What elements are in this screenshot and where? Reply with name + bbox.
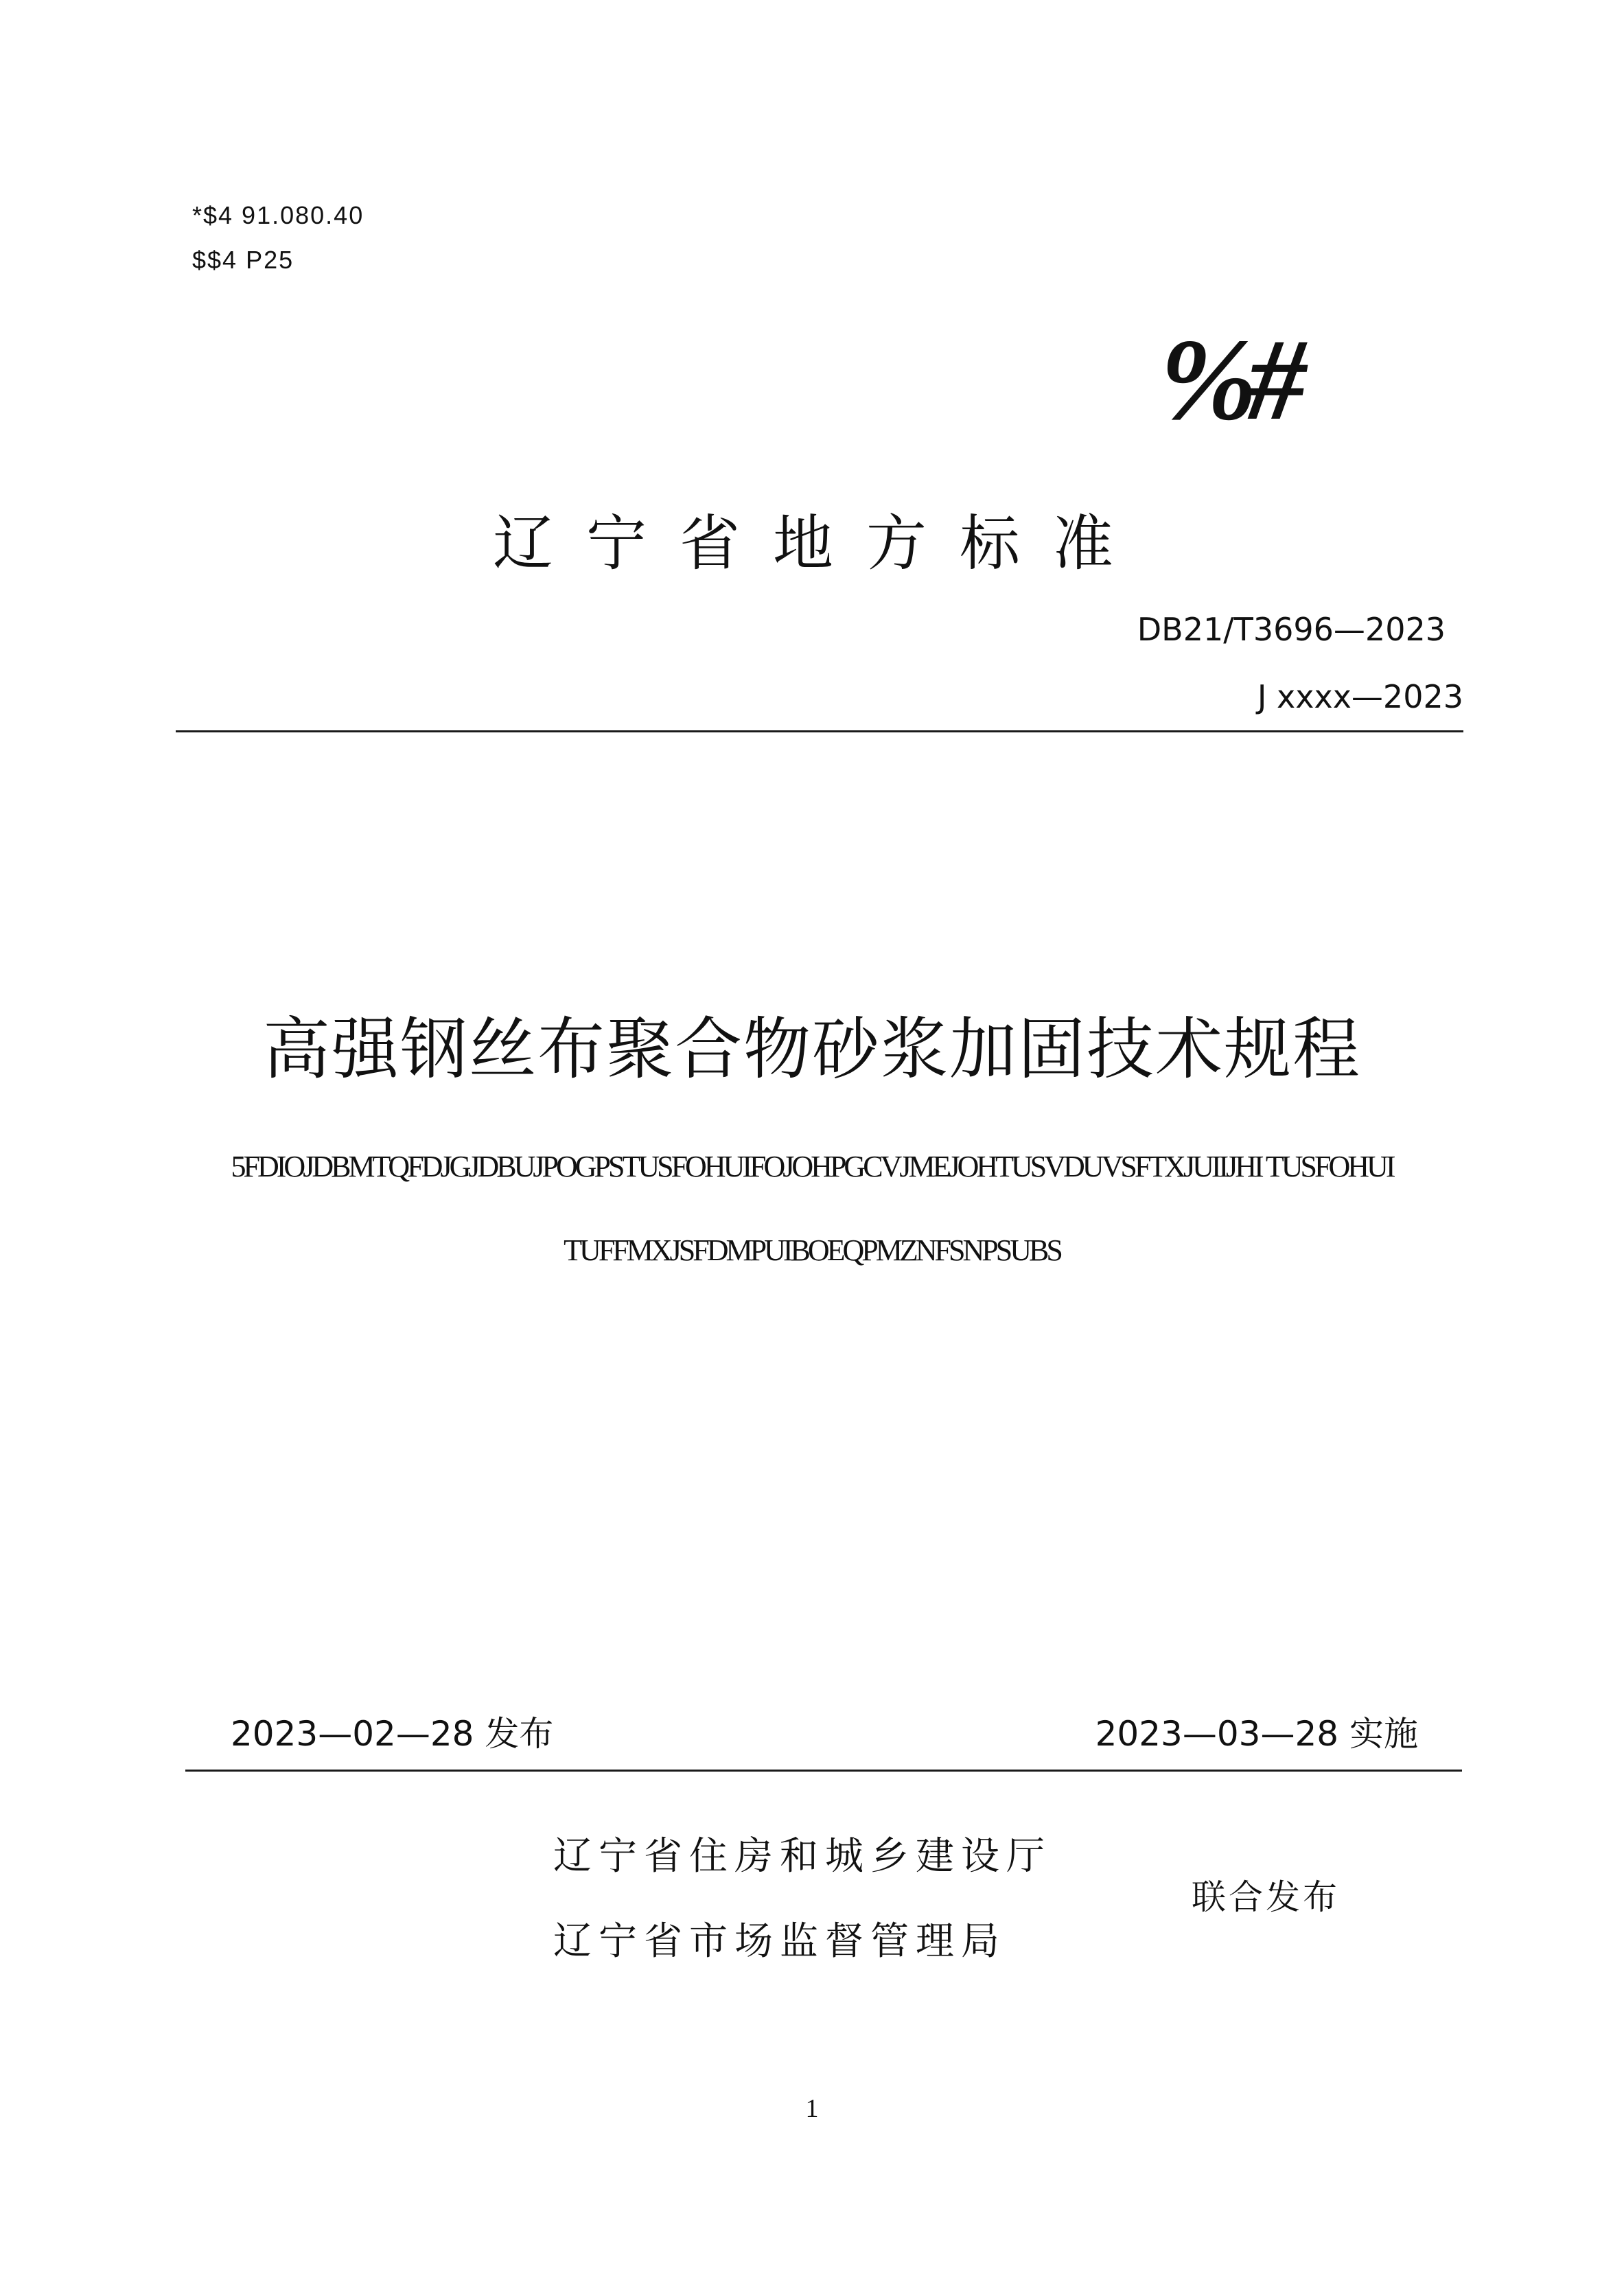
implementation-date: 2023—03—28 实施: [1095, 1714, 1418, 1754]
record-number: J xxxx—2023: [1257, 678, 1463, 715]
issuer-housing-department: 辽宁省住房和城乡建设厅: [553, 1834, 1052, 1879]
standard-heading: 辽宁省地方标准: [492, 508, 1146, 579]
joint-issue-label: 联合发布: [1192, 1877, 1340, 1917]
document-title: 高强钢丝布聚合物砂浆加固技术规程: [262, 1010, 1361, 1089]
ccs-code: $$4 P25: [192, 246, 294, 274]
ics-code: *$4 91.080.40: [192, 201, 364, 229]
db-standard-logo: %#: [1160, 315, 1297, 444]
issuer-market-supervision: 辽宁省市场监督管理局: [553, 1919, 1006, 1964]
standard-number: DB21/T3696—2023: [1137, 611, 1446, 648]
top-divider: [176, 730, 1463, 732]
bottom-divider: [185, 1770, 1462, 1772]
english-title-line-1: 5FDIOJDBMTQFDJGJDBUJPOGPSTUSFOHUIFOJOHPGCVJMEJOHTUSVDUVSFTXJUIIJHI TUSFOHUI: [231, 1150, 1393, 1183]
english-title-line-2: TUFFMXJSFDMPUIBOEQPMZNFSNPSUBS: [564, 1233, 1060, 1267]
page-number: 1: [805, 2094, 819, 2123]
issue-date: 2023—02—28 发布: [231, 1714, 554, 1754]
